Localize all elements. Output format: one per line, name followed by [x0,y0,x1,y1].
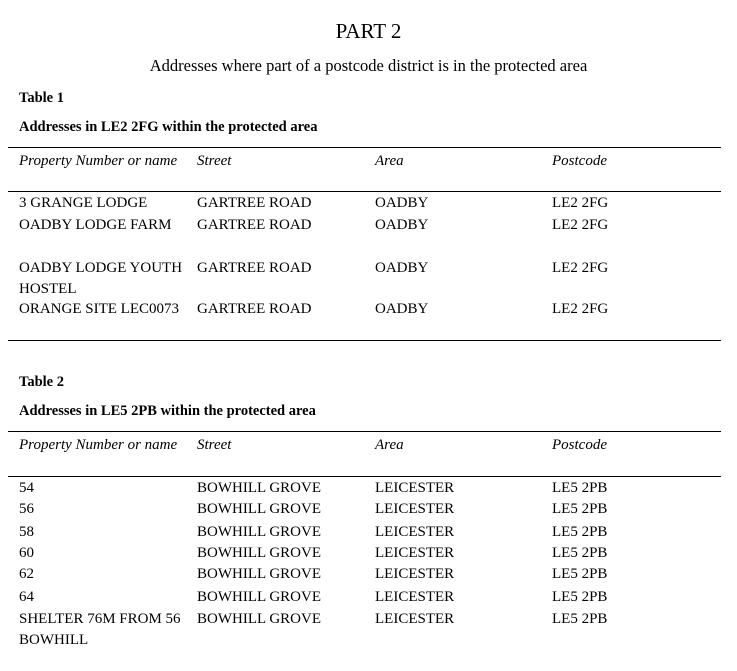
table-2-row-1-street: BOWHILL GROVE [197,480,322,496]
table-2-row-5-area: LEICESTER [375,566,455,582]
table-1-caption: Addresses in LE2 2FG within the protected area [19,119,318,135]
table-2-row-7-street: BOWHILL GROVE [197,611,322,627]
table-1-row-1-street: GARTREE ROAD [197,195,312,211]
table-2-row-2-street: BOWHILL GROVE [197,501,322,517]
table-2-row-4-area: LEICESTER [375,545,455,561]
table-2-row-1-property: 54 [19,480,34,496]
table-2-row-6-area: LEICESTER [375,589,455,605]
table-2-row-4-street: BOWHILL GROVE [197,545,322,561]
table-2-row-5-property: 62 [19,566,34,582]
table-1-row-3-street: GARTREE ROAD [197,260,312,276]
table-2-row-2-postcode: LE5 2PB [552,501,608,517]
table-1-row-2-postcode: LE2 2FG [552,217,609,233]
table-2-row-1-area: LEICESTER [375,480,455,496]
table-2-row-6-postcode: LE5 2PB [552,589,608,605]
table-2-header-street: Street [197,437,232,453]
table-2-row-6-street: BOWHILL GROVE [197,589,322,605]
table-2-row-5-postcode: LE5 2PB [552,566,608,582]
table-1-top-rule [8,147,721,148]
table-1-label: Table 1 [19,90,64,106]
table-1-bottom-rule [8,340,721,341]
table-2-top-rule [8,431,721,432]
table-2-header-area: Area [375,437,404,453]
table-1-row-4-postcode: LE2 2FG [552,301,609,317]
table-2-header-property: Property Number or name [19,437,178,453]
table-1-row-2-street: GARTREE ROAD [197,217,312,233]
table-2-row-3-street: BOWHILL GROVE [197,524,322,540]
table-1-row-1-property: 3 GRANGE LODGE [19,195,148,211]
table-1-header-property: Property Number or name [19,153,178,169]
table-2-row-2-area: LEICESTER [375,501,455,517]
table-2-row-7-postcode: LE5 2PB [552,611,608,627]
table-1-row-1-area: OADBY [375,195,429,211]
part-title: PART 2 [335,19,402,43]
table-2-row-3-area: LEICESTER [375,524,455,540]
table-2-row-2-property: 56 [19,501,34,517]
table-1-header-rule [8,191,721,192]
table-1-row-3-area: OADBY [375,260,429,276]
table-1-row-2-area: OADBY [375,217,429,233]
table-1-row-3-postcode: LE2 2FG [552,260,609,276]
table-2-row-6-property: 64 [19,589,34,605]
table-2-label: Table 2 [19,374,64,390]
table-2-row-3-property: 58 [19,524,34,540]
table-1-row-4-street: GARTREE ROAD [197,301,312,317]
table-1-header-postcode: Postcode [552,153,607,169]
table-1-header-area: Area [375,153,404,169]
table-2-row-7-property: SHELTER 76M FROM 56 BOWHILL [19,611,181,648]
table-2-row-5-street: BOWHILL GROVE [197,566,322,582]
table-1-row-3-property: OADBY LODGE YOUTH HOSTEL [19,260,183,297]
table-2-row-1-postcode: LE5 2PB [552,480,608,496]
table-2-row-4-postcode: LE5 2PB [552,545,608,561]
table-1-row-1-postcode: LE2 2FG [552,195,609,211]
table-2-header-postcode: Postcode [552,437,607,453]
table-2-row-7-area: LEICESTER [375,611,455,627]
table-2-caption: Addresses in LE5 2PB within the protected area [19,403,316,419]
table-2-header-rule [8,476,721,477]
table-1-header-street: Street [197,153,232,169]
table-1-row-4-area: OADBY [375,301,429,317]
table-1-row-2-property: OADBY LODGE FARM [19,217,172,233]
part-subtitle: Addresses where part of a postcode district is in the protected area [149,56,588,75]
table-2-row-4-property: 60 [19,545,34,561]
table-2-row-3-postcode: LE5 2PB [552,524,608,540]
table-1-row-4-property: ORANGE SITE LEC0073 [19,301,179,317]
